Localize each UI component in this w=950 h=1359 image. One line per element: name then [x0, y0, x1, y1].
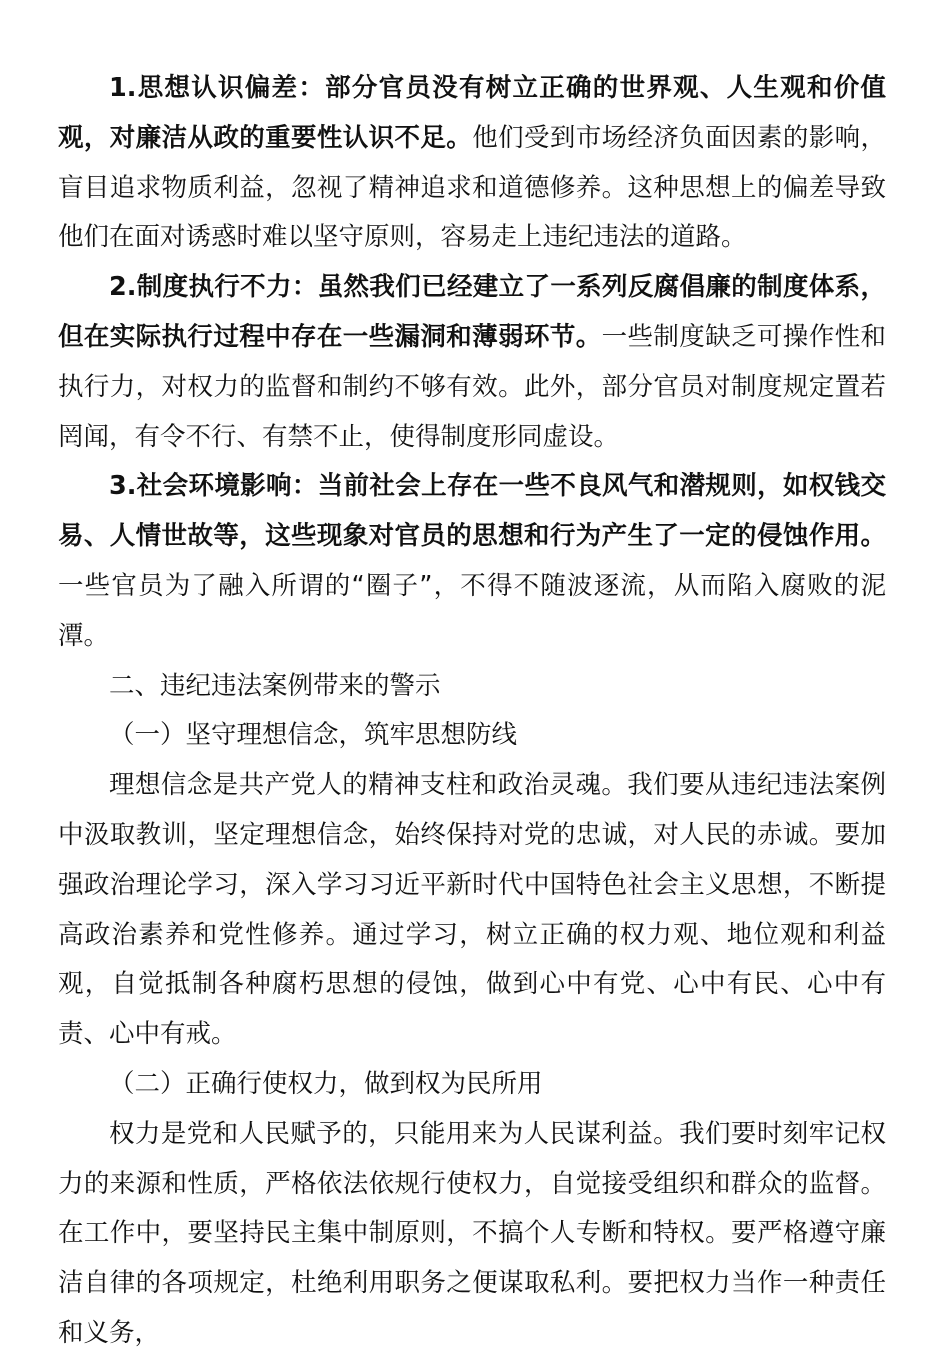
subsection-one-heading: （一）坚守理想信念，筑牢思想防线: [109, 720, 518, 751]
paragraph-bold-lead: 1.思想认识偏差：部分官员没有树立正确的世界观、人生观和价值观，对廉洁从政的重要性认识不足。: [58, 73, 886, 153]
paragraph-body-text: 一些制度缺乏可操作性和执行力，对权力的监督和制约不够有效。此外，部分官员对制度规定置若罔闻，有令不行、有禁不止，使得制度形同虚设。: [58, 321, 886, 452]
document-page: [58, 64, 886, 1359]
paragraph-body-text: 一些官员为了融入所谓的“圈子”，不得不随波逐流，从而陷入腐败的泥潭。: [58, 570, 886, 651]
paragraph-body-text: 他们受到市场经济负面因素的影响，盲目追求物质利益，忽视了精神追求和道德修养。这种思想上的偏差导致他们在面对诱惑时难以坚守原则，容易走上违纪违法的道路。: [58, 122, 886, 253]
paragraph-bold-lead: 3.社会环境影响：当前社会上存在一些不良风气和潜规则，如权钱交易、人情世故等，这些现象对官员的思想和行为产生了一定的侵蚀作用。: [58, 471, 886, 552]
paragraph-bold-lead: 2.制度执行不力：虽然我们已经建立了一系列反腐倡廉的制度体系，但在实际执行过程中存在一些漏洞和薄弱环节。: [58, 272, 886, 352]
paragraph-social-environment: [58, 462, 886, 661]
subsection-two-body: 权力是党和人民赋予的，只能用来为人民谋利益。我们要时刻牢记权力的来源和性质，严格依法依规行使权力，自觉接受组织和群众的监督。在工作中，要坚持民主集中制原则，不搞个人专断和特权。要严格遵守廉洁自律的各项规定，杜绝利用职务之便谋取私利。要把权力当作一种责任和义务，: [58, 1118, 886, 1348]
subsection-one-body: 理想信念是共产党人的精神支柱和政治灵魂。我们要从违纪违法案例中汲取教训，坚定理想信念，始终保持对党的忠诚，对人民的赤诚。要加强政治理论学习，深入学习习近平新时代中国特色社会主义思想，不断提高政治素养和党性修养。通过学习，树立正确的权力观、地位观和利益观，自觉抵制各种腐朽思想的侵蚀，做到心中有党、心中有民、心中有责、心中有戒。: [58, 770, 886, 1050]
section-two-heading: 二、违纪违法案例带来的警示: [109, 670, 441, 701]
subsection-two-heading: （二）正确行使权力，做到权为民所用: [109, 1068, 543, 1099]
paragraph-ideological-deviation: [58, 64, 886, 263]
paragraph-system-execution: [58, 263, 886, 462]
